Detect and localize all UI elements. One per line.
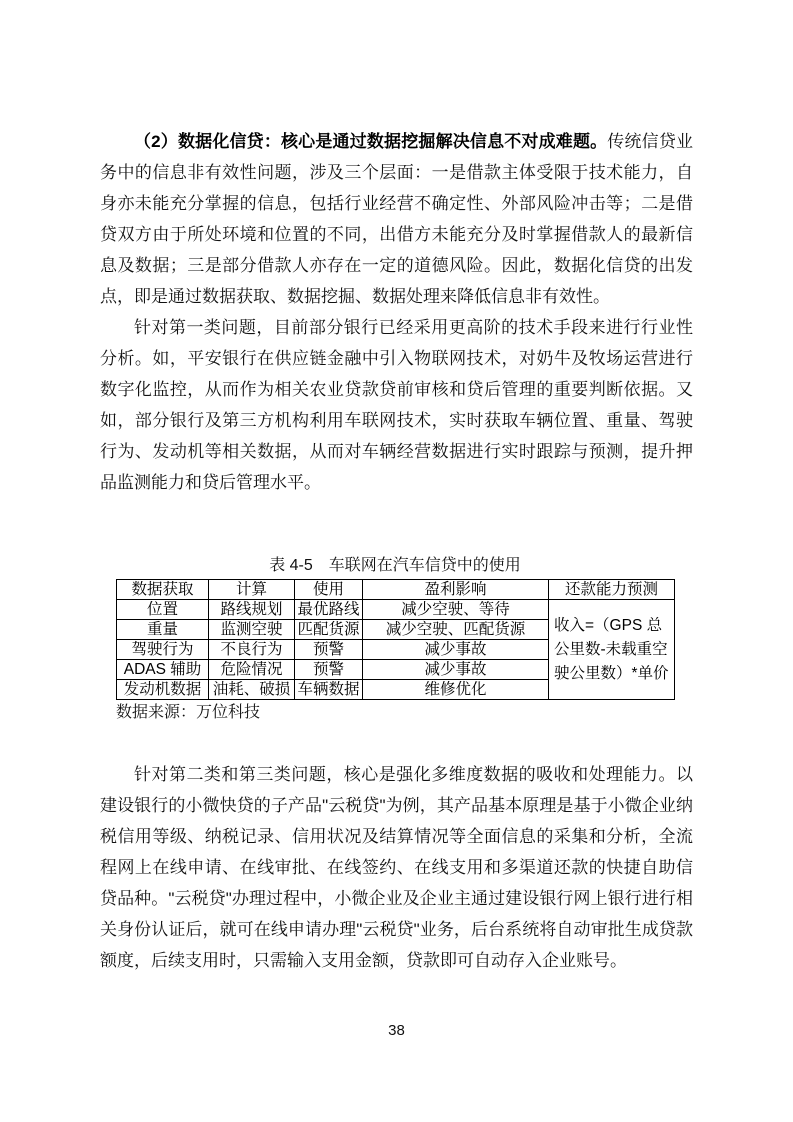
table-row <box>117 600 675 620</box>
table-cell: 危险情况 <box>209 660 295 680</box>
table-caption: 表 4-5 车联网在汽车信贷中的使用 <box>269 557 521 574</box>
paragraph-1-heading: （2）数据化信贷：核心是通过数据挖掘解决信息不对成难题。 <box>134 132 608 151</box>
paragraph-2: 针对第一类问题，目前部分银行已经采用更高阶的技术手段来进行行业性分析。如，平安银行在供应链金融中引入物联网技术，对奶牛及牧场运营进行数字化监控，从而作为相关农业贷款贷前审核和贷后管理的重要判断依据。又如，部分银行及第三方机构利用车联网技术，实时获取车辆位置、重量、驾驶行为、发动机等相关数据，从而对车辆经营数据进行实时跟踪与预测，提升押品监测能力和贷后管理水平。 <box>100 318 693 492</box>
table-cell: 位置 <box>117 600 209 620</box>
table-cell: 减少空驶、等待 <box>363 600 549 620</box>
table-cell: ADAS 辅助 <box>117 660 209 680</box>
table-source-note: 数据来源：万位科技 <box>116 704 261 721</box>
table-cell: 最优路线 <box>295 600 363 620</box>
table-cell: 减少空驶、匹配货源 <box>363 620 549 640</box>
page-number: 38 <box>388 1022 405 1039</box>
table-cell: 预警 <box>295 660 363 680</box>
table-cell: 减少事故 <box>363 640 549 660</box>
header-cell-repayment-forecast: 还款能力预测 <box>549 580 675 600</box>
table-cell: 油耗、破损 <box>209 680 295 700</box>
table-cell: 路线规划 <box>209 600 295 620</box>
table-cell: 驾驶行为 <box>117 640 209 660</box>
table-cell: 重量 <box>117 620 209 640</box>
table-cell: 匹配货源 <box>295 620 363 640</box>
header-cell-computation: 计算 <box>209 580 295 600</box>
table-cell: 减少事故 <box>363 660 549 680</box>
header-cell-usage: 使用 <box>295 580 363 600</box>
header-cell-profit-impact: 盈利影响 <box>363 580 549 600</box>
text-content <box>100 126 693 976</box>
table-cell: 维修优化 <box>363 680 549 700</box>
table-cell: 不良行为 <box>209 640 295 660</box>
data-table <box>116 579 675 700</box>
table-block <box>116 556 674 723</box>
table-header-row <box>117 580 675 600</box>
table-cell: 监测空驶 <box>209 620 295 640</box>
header-cell-data-acquisition: 数据获取 <box>117 580 209 600</box>
table-cell: 车辆数据 <box>295 680 363 700</box>
paragraph-1 <box>100 126 693 312</box>
paragraph-1-body: 传统信贷业务中的信息非有效性问题，涉及三个层面：一是借款主体受限于技术能力，自身亦未能充分掌握的信息，包括行业经营不确定性、外部风险冲击等；二是借贷双方由于所处环境和位置的不同，出借方未能充分及时掌握借款人的最新信息及数据；三是部分借款人亦存在一定的道德风险。因此，数据化信贷的出发点，即是通过数据获取、数据挖掘、数据处理来降低信息非有效性。 <box>100 132 693 306</box>
table-cell: 预警 <box>295 640 363 660</box>
table-cell: 发动机数据 <box>117 680 209 700</box>
paragraph-3: 针对第二类和第三类问题，核心是强化多维度数据的吸收和处理能力。以建设银行的小微快贷的子产品"云税贷"为例，其产品基本原理是基于小微企业纳税信用等级、纳税记录、信用状况及结算情况等全面信息的采集和分析，全流程网上在线申请、在线审批、在线签约、在线支用和多渠道还款的快捷自助信贷品种。"云税贷"办理过程中，小微企业及企业主通过建设银行网上银行进行相关身份认证后，就可在线申请办理"云税贷"业务，后台系统将自动审批生成贷款额度，后续支用时，只需输入支用金额，贷款即可自动存入企业账号。 <box>100 765 693 970</box>
merged-income-formula-cell: 收入=（GPS 总公里数-未载重空驶公里数）*单价 <box>549 600 675 700</box>
